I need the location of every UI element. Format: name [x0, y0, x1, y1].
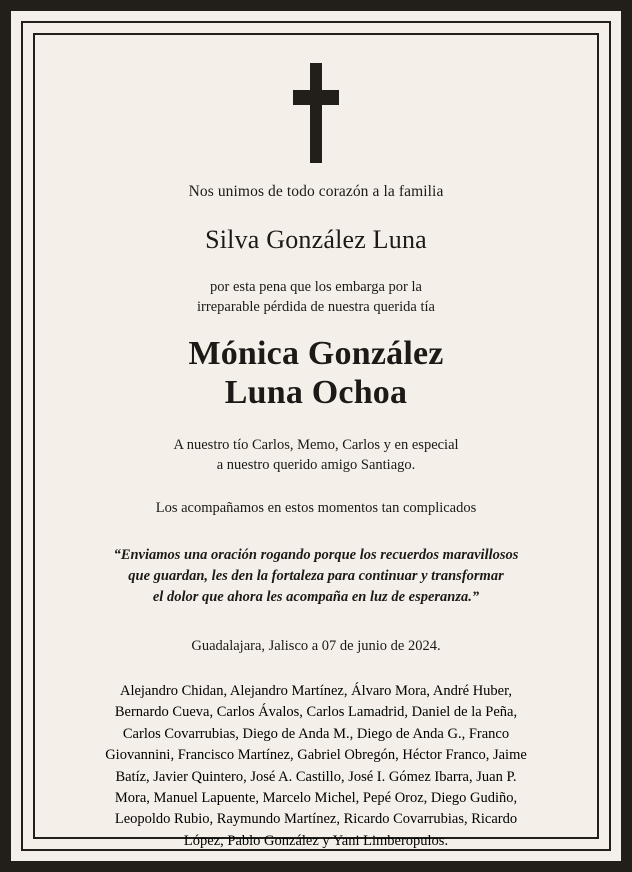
deceased-name-line-2: Luna Ochoa [224, 373, 408, 411]
signatory-line: López, Pablo González y Yani Limberopulos. [183, 832, 449, 849]
quote-line-1: “Enviamos una oración rogando porque los recuerdos maravillosos [113, 546, 519, 563]
dedication-line-2: a nuestro querido amigo Santiago. [216, 457, 416, 474]
deceased-name [65, 335, 567, 413]
condolence-quote [65, 545, 567, 608]
place-and-date: Guadalajara, Jalisco a 07 de junio de 2024. [191, 637, 441, 654]
signatory-line: Giovannini, Francisco Martínez, Gabriel Obregón, Héctor Franco, Jaime [105, 747, 527, 764]
signatory-line: Leopoldo Rubio, Raymundo Martínez, Ricardo Covarrubias, Ricardo [114, 811, 518, 828]
intro-text: Nos unimos de todo corazón a la familia [188, 183, 444, 200]
lead-text [65, 277, 567, 317]
frame-rule-inner [33, 33, 599, 849]
signatory-line: Batíz, Javier Quintero, José A. Castillo, José I. Gómez Ibarra, Juan P. [115, 768, 517, 785]
deceased-name-line-1: Mónica González [188, 335, 444, 372]
lead-line-1: por esta pena que los embarga por la [210, 279, 422, 295]
quote-line-3: el dolor que ahora les acompaña en luz de esperanza.” [152, 588, 480, 605]
signatory-line: Alejandro Chidan, Alejandro Martínez, Álvaro Mora, André Huber, [119, 682, 512, 699]
accompany-text: Los acompañamos en estos momentos tan complicados [155, 499, 477, 516]
lead-line-2: irreparable pérdida de nuestra querida tía [197, 299, 435, 315]
frame-rule-outer [21, 21, 611, 851]
signatory-list [97, 681, 535, 853]
dedication-line-1: A nuestro tío Carlos, Memo, Carlos y en especial [173, 436, 459, 453]
quote-line-2: que guardan, les den la fortaleza para continuar y transformar [128, 567, 504, 584]
dedication-text [65, 435, 567, 476]
family-name: Silva González Luna [205, 225, 427, 254]
signatory-line: Carlos Covarrubias, Diego de Anda M., Diego de Anda G., Franco [122, 725, 510, 742]
frame-outer-band [11, 11, 621, 861]
cross-icon [288, 63, 344, 163]
signatory-line: Mora, Manuel Lapuente, Marcelo Michel, Pepé Oroz, Diego Gudiño, [114, 789, 518, 806]
signatory-line: Bernardo Cueva, Carlos Ávalos, Carlos Lamadrid, Daniel de la Peña, [114, 704, 518, 721]
